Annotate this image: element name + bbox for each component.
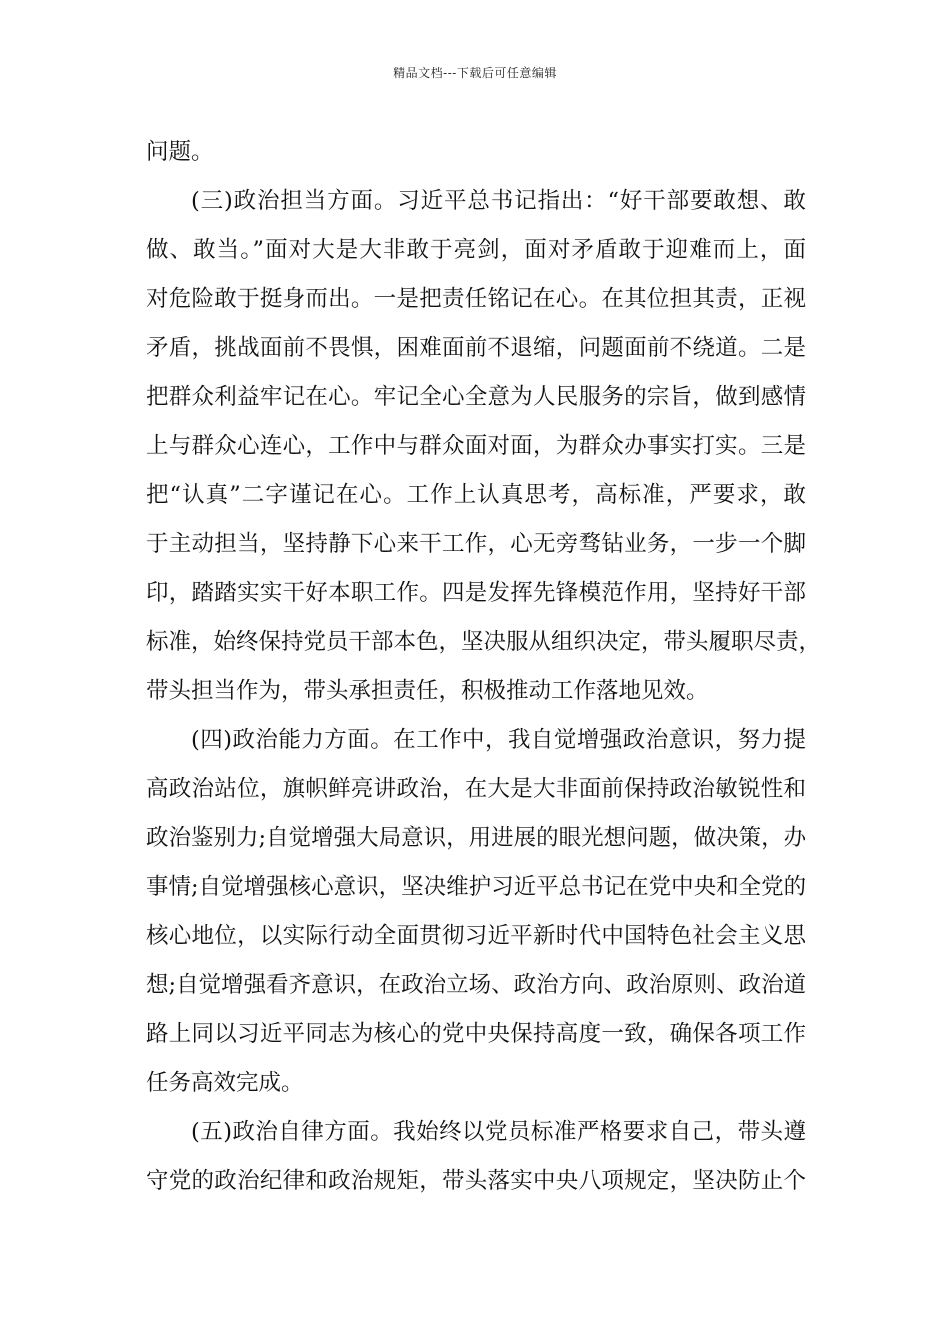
page-header: 精品文档---下载后可任意编辑 (393, 66, 557, 80)
text-line: (三)政治担当方面。习近平总书记指出：“好干部要敢想、敢 (191, 188, 806, 214)
text-line: (四)政治能力方面。在工作中，我自觉增强政治意识，努力提 (191, 727, 806, 753)
text-line: 带头担当作为，带头承担责任，积极推动工作落地见效。 (146, 678, 709, 704)
text-line: 高政治站位，旗帜鲜亮讲政治，在大是大非面前保持政治敏锐性和 (146, 776, 806, 802)
text-line: 做、敢当。”面对大是大非敢于亮剑，面对矛盾敢于迎难而上，面 (146, 237, 806, 263)
text-line: 任务高效完成。 (146, 1070, 304, 1096)
text-line: 对危险敢于挺身而出。一是把责任铭记在心。在其位担其责，正视 (146, 286, 806, 312)
text-line: 标准，始终保持党员干部本色，坚决服从组织决定，带头履职尽责， (146, 629, 822, 655)
text-line: 路上同以习近平同志为核心的党中央保持高度一致，确保各项工作 (146, 1021, 806, 1047)
text-line: (五)政治自律方面。我始终以党员标准严格要求自己，带头遵 (191, 1119, 806, 1145)
text-line: 核心地位，以实际行动全面贯彻习近平新时代中国特色社会主义思 (146, 923, 806, 949)
text-line: 于主动担当，坚持静下心来干工作，心无旁骛钻业务，一步一个脚 (146, 531, 806, 557)
text-line: 想;自觉增强看齐意识，在政治立场、政治方向、政治原则、政治道 (146, 972, 807, 998)
text-line: 矛盾，挑战面前不畏惧，困难面前不退缩，问题面前不绕道。二是 (146, 335, 806, 361)
document-body (146, 128, 822, 1206)
text-line: 守党的政治纪律和政治规矩，带头落实中央八项规定，坚决防止个 (146, 1168, 806, 1194)
text-line: 事情;自觉增强核心意识，坚决维护习近平总书记在党中央和全党的 (146, 874, 807, 900)
text-line: 上与群众心连心，工作中与群众面对面，为群众办事实打实。三是 (146, 433, 806, 459)
text-line: 政治鉴别力;自觉增强大局意识，用进展的眼光想问题，做决策，办 (146, 825, 807, 851)
text-line: 问题。 (146, 139, 214, 165)
text-line: 印，踏踏实实干好本职工作。四是发挥先锋模范作用，坚持好干部 (146, 580, 806, 606)
text-line: 把群众利益牢记在心。牢记全心全意为人民服务的宗旨，做到感情 (146, 384, 806, 410)
text-line: 把“认真”二字谨记在心。工作上认真思考，高标准，严要求，敢 (146, 482, 806, 508)
